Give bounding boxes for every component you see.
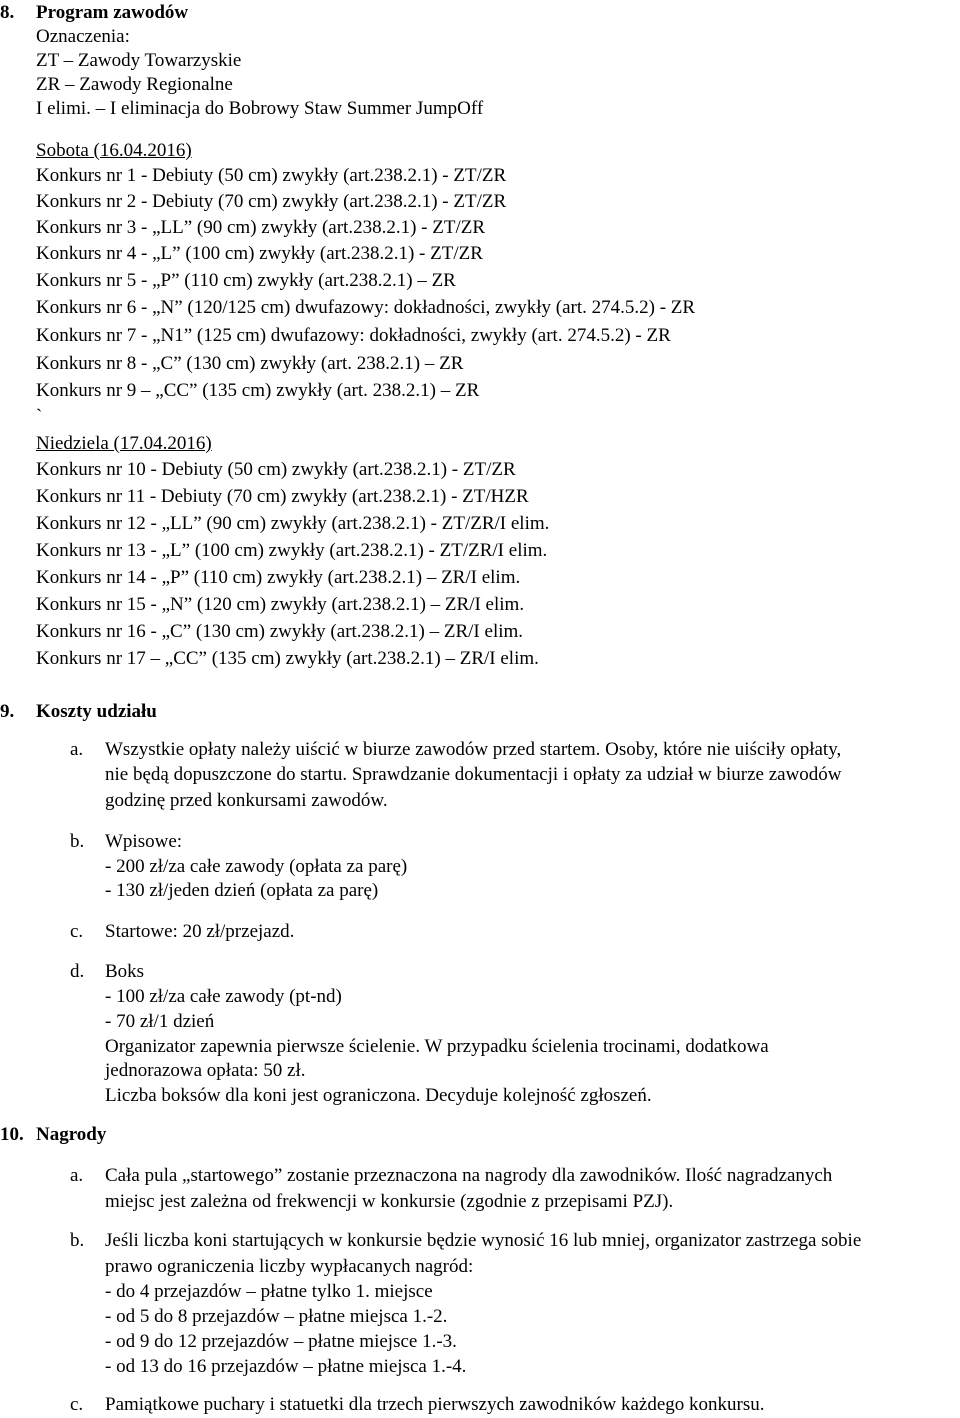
stable-box-line: Liczba boksów dla koni jest ograniczona. Decyduje kolejność zgłoszeń. [105, 1085, 652, 1106]
section-9-title: Koszty udziału [36, 701, 157, 722]
saturday-competition: Konkurs nr 6 - „N” (120/125 cm) dwufazowy: dokładności, zwykły (art. 274.5.2) - ZR [36, 297, 696, 318]
sunday-competition: Konkurs nr 15 - „N” (120 cm) zwykły (art.238.2.1) – ZR/I elim. [36, 594, 525, 615]
saturday-competition: Konkurs nr 9 – „CC” (135 cm) zwykły (art. 238.2.1) – ZR [36, 380, 480, 401]
section-9-number: 9. [0, 701, 15, 722]
section-10-number: 10. [0, 1124, 24, 1145]
stray-tick-mark: ` [36, 406, 43, 427]
prize-limit-line: - od 13 do 16 przejazdów – płatne miejsca 1.-4. [105, 1356, 467, 1377]
sunday-heading: Niedziela (17.04.2016) [36, 433, 212, 454]
sunday-competition: Konkurs nr 14 - „P” (110 cm) zwykły (art.238.2.1) – ZR/I elim. [36, 567, 521, 588]
legend-item: ZT – Zawody Towarzyskie [36, 50, 242, 71]
sunday-competition: Konkurs nr 16 - „C” (130 cm) zwykły (art.238.2.1) – ZR/I elim. [36, 621, 524, 642]
stable-box-line: - 100 zł/za całe zawody (pt-nd) [105, 986, 342, 1007]
item-marker: a. [70, 739, 84, 760]
saturday-competition: Konkurs nr 7 - „N1” (125 cm) dwufazowy: dokładności, zwykły (art. 274.5.2) - ZR [36, 325, 671, 346]
fees-text-line: godzinę przed konkursami zawodów. [105, 790, 388, 811]
entry-fee-line: Wpisowe: [105, 831, 183, 852]
prize-limit-line: - od 9 do 12 przejazdów – płatne miejsce 1.-3. [105, 1331, 457, 1352]
stable-box-line: - 70 zł/1 dzień [105, 1011, 215, 1032]
stable-box-line: Boks [105, 961, 145, 982]
prizes-text-line: miejsc jest zależna od frekwencji w konkursie (zgodnie z przepisami PZJ). [105, 1191, 674, 1212]
saturday-competition: Konkurs nr 1 - Debiuty (50 cm) zwykły (art.238.2.1) - ZT/ZR [36, 165, 507, 186]
saturday-competition: Konkurs nr 4 - „L” (100 cm) zwykły (art.238.2.1) - ZT/ZR [36, 243, 483, 264]
saturday-competition: Konkurs nr 5 - „P” (110 cm) zwykły (art.238.2.1) – ZR [36, 270, 456, 291]
item-marker: b. [70, 1230, 85, 1251]
entry-fee-line: - 200 zł/za całe zawody (opłata za parę) [105, 856, 408, 877]
legend-item: ZR – Zawody Regionalne [36, 74, 233, 95]
sunday-competition: Konkurs nr 10 - Debiuty (50 cm) zwykły (art.238.2.1) - ZT/ZR [36, 459, 516, 480]
sunday-competition: Konkurs nr 12 - „LL” (90 cm) zwykły (art.238.2.1) - ZT/ZR/I elim. [36, 513, 550, 534]
start-fee-line: Startowe: 20 zł/przejazd. [105, 921, 295, 942]
legend-item: I elimi. – I eliminacja do Bobrowy Staw Summer JumpOff [36, 98, 484, 119]
prizes-text-line: Cała pula „startowego” zostanie przeznaczona na nagrody dla zawodników. Ilość nagradzanych [105, 1165, 833, 1186]
saturday-competition: Konkurs nr 3 - „LL” (90 cm) zwykły (art.238.2.1) - ZT/ZR [36, 217, 486, 238]
fees-text-line: nie będą dopuszczone do startu. Sprawdzanie dokumentacji i opłaty za udział w biurze zawodów [105, 764, 842, 785]
sunday-competition: Konkurs nr 11 - Debiuty (70 cm) zwykły (art.238.2.1) - ZT/HZR [36, 486, 529, 507]
saturday-competition: Konkurs nr 8 - „C” (130 cm) zwykły (art. 238.2.1) – ZR [36, 353, 464, 374]
stable-box-line: jednorazowa opłata: 50 zł. [105, 1060, 306, 1081]
item-marker: c. [70, 921, 84, 942]
saturday-competition: Konkurs nr 2 - Debiuty (70 cm) zwykły (art.238.2.1) - ZT/ZR [36, 191, 507, 212]
sunday-competition: Konkurs nr 17 – „CC” (135 cm) zwykły (art.238.2.1) – ZR/I elim. [36, 648, 539, 669]
item-marker: c. [70, 1394, 84, 1415]
prize-limit-line: prawo ograniczenia liczby wypłacanych nagród: [105, 1256, 474, 1277]
legend-heading: Oznaczenia: [36, 26, 130, 47]
fees-text-line: Wszystkie opłaty należy uiścić w biurze zawodów przed startem. Osoby, które nie uiściły opłaty, [105, 739, 842, 760]
section-8-number: 8. [0, 2, 15, 23]
prize-limit-line: Jeśli liczba koni startujących w konkursie będzie wynosić 16 lub mniej, organizator zastrzega sobie [105, 1230, 862, 1251]
section-8-title: Program zawodów [36, 2, 189, 23]
sunday-competition: Konkurs nr 13 - „L” (100 cm) zwykły (art.238.2.1) - ZT/ZR/I elim. [36, 540, 548, 561]
section-10-title: Nagrody [36, 1124, 107, 1145]
prize-limit-line: - od 5 do 8 przejazdów – płatne miejsca 1.-2. [105, 1306, 448, 1327]
item-marker: b. [70, 831, 85, 852]
stable-box-line: Organizator zapewnia pierwsze ścielenie. W przypadku ścielenia trocinami, dodatkowa [105, 1036, 769, 1057]
trophies-line: Pamiątkowe puchary i statuetki dla trzech pierwszych zawodników każdego konkursu. [105, 1394, 765, 1415]
saturday-heading: Sobota (16.04.2016) [36, 140, 192, 161]
prize-limit-line: - do 4 przejazdów – płatne tylko 1. miejsce [105, 1281, 433, 1302]
entry-fee-line: - 130 zł/jeden dzień (opłata za parę) [105, 880, 379, 901]
item-marker: a. [70, 1165, 84, 1186]
item-marker: d. [70, 961, 85, 982]
